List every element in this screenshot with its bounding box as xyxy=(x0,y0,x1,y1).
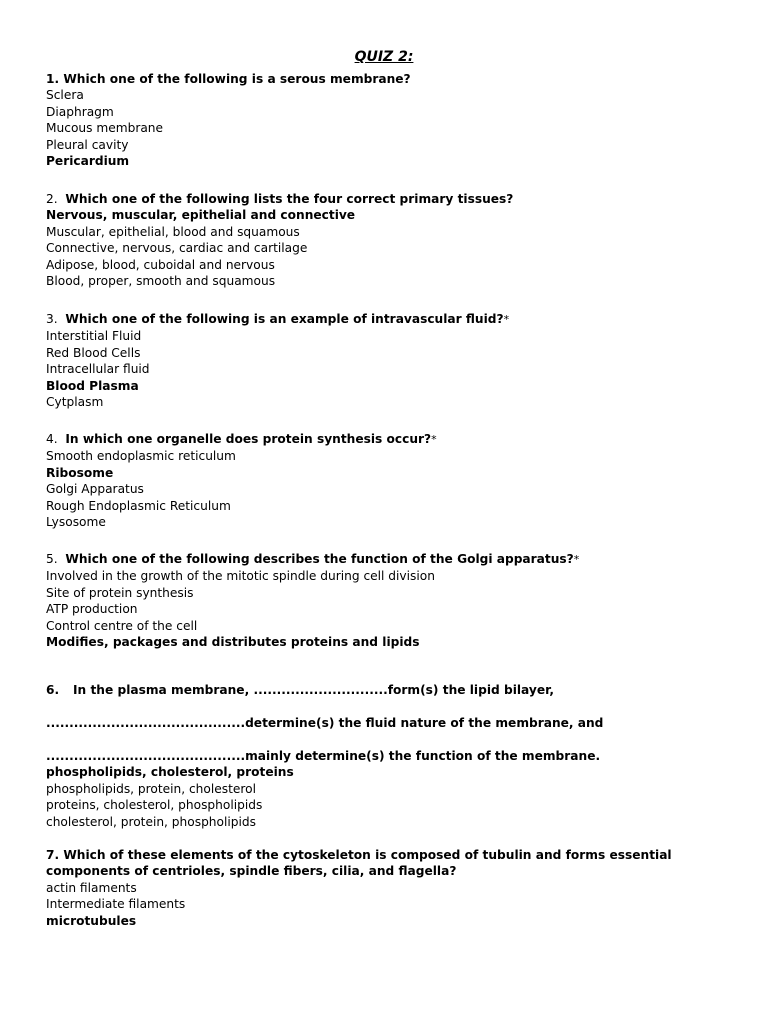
question-stem: In which one organelle does protein synthesis occur? xyxy=(65,432,432,446)
question-6-line-1 xyxy=(46,682,726,698)
question-number: 6. xyxy=(46,683,60,697)
quiz-title: QUIZ 2: xyxy=(354,49,414,65)
correct-option: Pericardium xyxy=(46,154,130,169)
question-4 xyxy=(46,431,726,530)
option: Blood, proper, smooth and squamous xyxy=(46,274,276,289)
question-stem: In the plasma membrane, .............................form(s) the lipid bilayer, xyxy=(73,683,554,697)
option: Sclera xyxy=(46,88,84,103)
option: Red Blood Cells xyxy=(46,345,141,360)
option: Smooth endoplasmic reticulum xyxy=(46,449,236,464)
correct-option: Modifies, packages and distributes proteins and lipids xyxy=(46,635,420,650)
option: Interstitial Fluid xyxy=(46,329,142,344)
option: Diaphragm xyxy=(46,104,114,119)
option: Control centre of the cell xyxy=(46,618,198,633)
correct-option: Ribosome xyxy=(46,465,114,480)
question-1-text: 1. Which one of the following is a serous membrane? xyxy=(46,72,411,86)
question-5 xyxy=(46,551,726,650)
question-4-text xyxy=(46,431,726,448)
option: Pleural cavity xyxy=(46,137,129,152)
correct-option: Blood Plasma xyxy=(46,378,139,393)
question-6-line-2: ...........................................determine(s) the fluid nature of the membrane, and xyxy=(46,716,604,730)
option: Cytplasm xyxy=(46,395,104,410)
required-marker: * xyxy=(503,313,510,326)
correct-option: phospholipids, cholesterol, proteins xyxy=(46,765,294,780)
question-number: 4. xyxy=(46,432,58,446)
question-number: 2. xyxy=(46,192,58,206)
question-2 xyxy=(46,191,726,289)
option: Rough Endoplasmic Reticulum xyxy=(46,498,231,513)
question-6 xyxy=(46,682,726,698)
option: Intermediate filaments xyxy=(46,897,186,912)
question-number: 3. xyxy=(46,312,58,326)
question-7-text: 7. Which of these elements of the cytoskeleton is composed of tubulin and forms essential components of centrioles, spindle fibers, cilia, and flagella? xyxy=(46,848,672,879)
question-number: 5. xyxy=(46,552,58,566)
question-stem: Which one of the following is an example of intravascular fluid? xyxy=(65,312,504,326)
question-stem: Which one of the following lists the four correct primary tissues? xyxy=(65,192,514,206)
option: phospholipids, protein, cholesterol xyxy=(46,781,256,796)
question-stem: Which one of the following describes the function of the Golgi apparatus? xyxy=(65,552,574,566)
question-3 xyxy=(46,311,726,410)
option: Adipose, blood, cuboidal and nervous xyxy=(46,257,275,272)
option: Connective, nervous, cardiac and cartilage xyxy=(46,241,308,256)
correct-option: Nervous, muscular, epithelial and connective xyxy=(46,208,356,223)
question-6-line-3: ...........................................mainly determine(s) the function of the membrane. xyxy=(46,749,601,763)
question-6-blank-2 xyxy=(46,715,726,731)
option: Golgi Apparatus xyxy=(46,482,144,497)
question-7 xyxy=(46,847,696,929)
option: Intracellular fluid xyxy=(46,362,150,377)
option: Lysosome xyxy=(46,515,106,530)
option: Mucous membrane xyxy=(46,121,164,136)
question-6-blank-3 xyxy=(46,748,726,830)
option: Site of protein synthesis xyxy=(46,585,194,600)
required-marker: * xyxy=(431,433,437,446)
option: actin filaments xyxy=(46,880,137,895)
question-3-text xyxy=(46,311,726,328)
required-marker: * xyxy=(573,553,580,566)
correct-option: microtubules xyxy=(46,913,137,928)
option: Involved in the growth of the mitotic spindle during cell division xyxy=(46,569,435,584)
option: Muscular, epithelial, blood and squamous xyxy=(46,224,300,239)
option: cholesterol, protein, phospholipids xyxy=(46,814,256,829)
question-2-text xyxy=(46,191,726,207)
option: proteins, cholesterol, phospholipids xyxy=(46,798,263,813)
option: ATP production xyxy=(46,602,138,617)
question-1 xyxy=(46,71,726,169)
question-5-text xyxy=(46,551,726,568)
